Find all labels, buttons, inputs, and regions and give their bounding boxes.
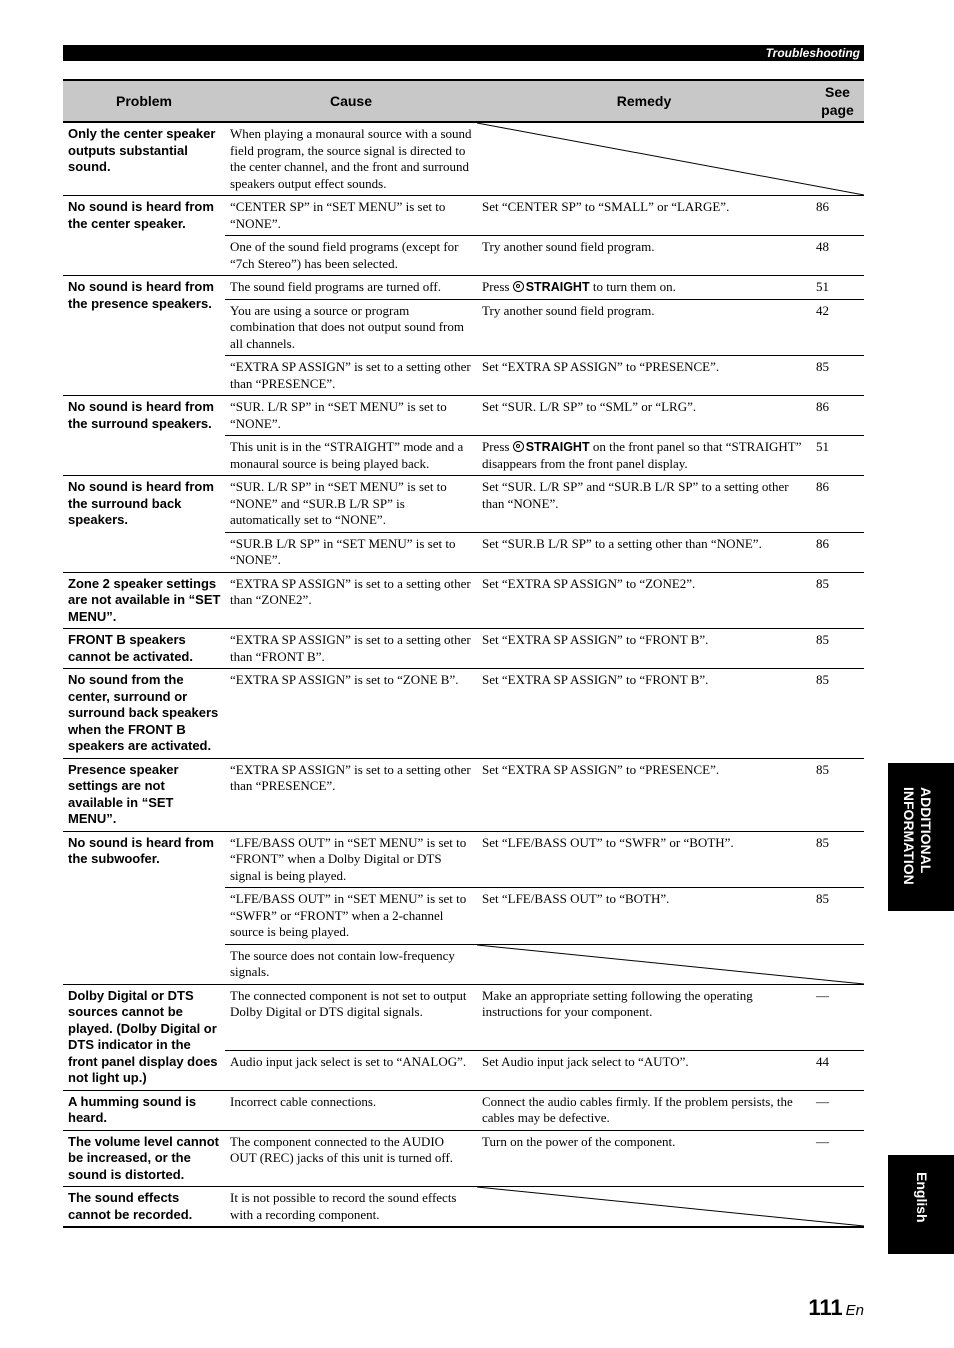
remedy-cell: Set “SUR.B L/R SP” to a setting other than “NONE”.: [477, 532, 811, 572]
see-page-cell: 86: [811, 476, 864, 533]
cause-cell: “SUR. L/R SP” in “SET MENU” is set to “NONE” and “SUR.B L/R SP” is automatically set to “NONE”.: [225, 476, 477, 533]
cause-cell: “CENTER SP” in “SET MENU” is set to “NONE”.: [225, 196, 477, 236]
table-row: [63, 122, 864, 196]
see-page-cell: 85: [811, 888, 864, 945]
see-page-cell: 51: [811, 276, 864, 300]
diagonal-line: [477, 945, 864, 984]
problem-cell: Dolby Digital or DTS sources cannot be played. (Dolby Digital or DTS indicator in the front panel display does not light up.): [63, 984, 225, 1090]
see-page-cell: 86: [811, 396, 864, 436]
remedy-text: on the front panel so that “STRAIGHT” disappears from the front panel display.: [482, 439, 802, 471]
remedy-cell: Try another sound field program.: [477, 236, 811, 276]
cause-cell: “LFE/BASS OUT” in “SET MENU” is set to “SWFR” or “FRONT” when a 2-channel source is being played.: [225, 888, 477, 945]
problem-cell: No sound is heard from the surround speakers.: [63, 396, 225, 476]
not-applicable-cell: [477, 1187, 864, 1228]
table-row: [63, 276, 864, 300]
diagonal-strike: [477, 1187, 864, 1226]
cause-cell: “EXTRA SP ASSIGN” is set to a setting other than “PRESENCE”.: [225, 356, 477, 396]
troubleshooting-table: [63, 79, 864, 1228]
header-see-page: See page: [811, 80, 864, 122]
cause-cell: The component connected to the AUDIO OUT (REC) jacks of this unit is turned off.: [225, 1130, 477, 1187]
problem-cell: The sound effects cannot be recorded.: [63, 1187, 225, 1228]
table-row: [63, 1090, 864, 1130]
table-row: [63, 1187, 864, 1228]
problem-cell: No sound is heard from the subwoofer.: [63, 831, 225, 984]
cause-cell: The source does not contain low-frequency signals.: [225, 944, 477, 984]
section-header-bar: [63, 45, 864, 61]
problem-cell: Only the center speaker outputs substantial sound.: [63, 122, 225, 196]
remedy-cell: Connect the audio cables firmly. If the problem persists, the cables may be defective.: [477, 1090, 811, 1130]
remedy-text: Press: [482, 439, 513, 454]
button-label: STRAIGHT: [525, 440, 590, 454]
remedy-cell: Set “EXTRA SP ASSIGN” to “PRESENCE”.: [477, 356, 811, 396]
table-row: [63, 629, 864, 669]
button-circle-icon: [513, 441, 524, 452]
side-tab-label: ADDITIONAL INFORMATION: [901, 787, 934, 885]
remedy-cell: Set “SUR. L/R SP” and “SUR.B L/R SP” to a setting other than “NONE”.: [477, 476, 811, 533]
table-row: [63, 196, 864, 236]
problem-cell: Zone 2 speaker settings are not available in “SET MENU”.: [63, 572, 225, 629]
see-page-cell: 51: [811, 436, 864, 476]
not-applicable-cell: [477, 122, 864, 196]
remedy-cell: Set “LFE/BASS OUT” to “SWFR” or “BOTH”.: [477, 831, 811, 888]
header-problem: Problem: [63, 80, 225, 122]
see-page-cell: 85: [811, 629, 864, 669]
problem-cell: No sound is heard from the presence speakers.: [63, 276, 225, 396]
not-applicable-cell: [477, 944, 864, 984]
page-number-value: 111: [808, 1295, 843, 1320]
table-row: [63, 831, 864, 888]
side-tab-language-label: English: [914, 1172, 930, 1223]
side-tab-additional-information: [888, 763, 954, 911]
page-language-code: En: [845, 1302, 864, 1319]
table-row: [63, 984, 864, 1051]
cause-cell: “EXTRA SP ASSIGN” is set to “ZONE B”.: [225, 669, 477, 759]
cause-cell: Incorrect cable connections.: [225, 1090, 477, 1130]
remedy-cell: Set “EXTRA SP ASSIGN” to “PRESENCE”.: [477, 758, 811, 831]
button-label: STRAIGHT: [525, 280, 590, 294]
see-page-cell: 86: [811, 196, 864, 236]
table-row: [63, 396, 864, 436]
remedy-cell: Set “EXTRA SP ASSIGN” to “ZONE2”.: [477, 572, 811, 629]
diagonal-line: [477, 123, 864, 195]
cause-cell: You are using a source or program combination that does not output sound from all channels.: [225, 299, 477, 356]
side-tab-english: [888, 1155, 954, 1254]
problem-cell: FRONT B speakers cannot be activated.: [63, 629, 225, 669]
cause-cell: The connected component is not set to output Dolby Digital or DTS digital signals.: [225, 984, 477, 1051]
header-remedy: Remedy: [477, 80, 811, 122]
section-title: Troubleshooting: [765, 46, 860, 60]
see-page-cell: 85: [811, 356, 864, 396]
remedy-text: Press: [482, 279, 513, 294]
see-page-cell: 48: [811, 236, 864, 276]
table-row: [63, 758, 864, 831]
table-body: [63, 122, 864, 1227]
see-page-cell: 42: [811, 299, 864, 356]
remedy-cell: Set Audio input jack select to “AUTO”.: [477, 1051, 811, 1090]
remedy-text: to turn them on.: [589, 279, 676, 294]
cause-cell: “LFE/BASS OUT” in “SET MENU” is set to “FRONT” when a Dolby Digital or DTS signal is being played.: [225, 831, 477, 888]
table-row: [63, 476, 864, 533]
cause-cell: “SUR.B L/R SP” in “SET MENU” is set to “NONE”.: [225, 532, 477, 572]
table-header-row: [63, 80, 864, 122]
cause-cell: The sound field programs are turned off.: [225, 276, 477, 300]
see-page-cell: —: [811, 1090, 864, 1130]
remedy-cell: Set “EXTRA SP ASSIGN” to “FRONT B”.: [477, 629, 811, 669]
remedy-cell: Set “LFE/BASS OUT” to “BOTH”.: [477, 888, 811, 945]
remedy-cell: Set “CENTER SP” to “SMALL” or “LARGE”.: [477, 196, 811, 236]
cause-cell: “EXTRA SP ASSIGN” is set to a setting other than “FRONT B”.: [225, 629, 477, 669]
cause-cell: “EXTRA SP ASSIGN” is set to a setting other than “ZONE2”.: [225, 572, 477, 629]
remedy-cell: Make an appropriate setting following the operating instructions for your component.: [477, 984, 811, 1051]
cause-cell: “SUR. L/R SP” in “SET MENU” is set to “NONE”.: [225, 396, 477, 436]
table-row: [63, 1130, 864, 1187]
remedy-cell: [477, 436, 811, 476]
diagonal-strike: [477, 945, 864, 984]
see-page-cell: 86: [811, 532, 864, 572]
remedy-cell: Set “EXTRA SP ASSIGN” to “FRONT B”.: [477, 669, 811, 759]
see-page-cell: 85: [811, 831, 864, 888]
problem-cell: The volume level cannot be increased, or the sound is distorted.: [63, 1130, 225, 1187]
diagonal-strike: [477, 123, 864, 195]
see-page-cell: —: [811, 1130, 864, 1187]
cause-cell: This unit is in the “STRAIGHT” mode and a monaural source is being played back.: [225, 436, 477, 476]
remedy-cell: [477, 276, 811, 300]
problem-cell: No sound from the center, surround or surround back speakers when the FRONT B speakers are activated.: [63, 669, 225, 759]
cause-cell: “EXTRA SP ASSIGN” is set to a setting other than “PRESENCE”.: [225, 758, 477, 831]
cause-cell: One of the sound field programs (except for “7ch Stereo”) has been selected.: [225, 236, 477, 276]
diagonal-line: [477, 1187, 864, 1226]
problem-cell: Presence speaker settings are not available in “SET MENU”.: [63, 758, 225, 831]
problem-cell: No sound is heard from the center speaker.: [63, 196, 225, 276]
see-page-cell: 85: [811, 572, 864, 629]
problem-cell: A humming sound is heard.: [63, 1090, 225, 1130]
see-page-cell: 85: [811, 669, 864, 759]
see-page-cell: 44: [811, 1051, 864, 1090]
page-number: [808, 1295, 864, 1321]
remedy-cell: Try another sound field program.: [477, 299, 811, 356]
header-cause: Cause: [225, 80, 477, 122]
button-circle-icon: [513, 281, 524, 292]
remedy-cell: Turn on the power of the component.: [477, 1130, 811, 1187]
table-row: [63, 572, 864, 629]
cause-cell: Audio input jack select is set to “ANALOG”.: [225, 1051, 477, 1090]
cause-cell: It is not possible to record the sound effects with a recording component.: [225, 1187, 477, 1228]
see-page-cell: 85: [811, 758, 864, 831]
problem-cell: No sound is heard from the surround back speakers.: [63, 476, 225, 573]
see-page-cell: —: [811, 984, 864, 1051]
table-row: [63, 669, 864, 759]
remedy-cell: Set “SUR. L/R SP” to “SML” or “LRG”.: [477, 396, 811, 436]
cause-cell: When playing a monaural source with a sound field program, the source signal is directed to the center channel, and the front and surround speakers output effect sounds.: [225, 122, 477, 196]
